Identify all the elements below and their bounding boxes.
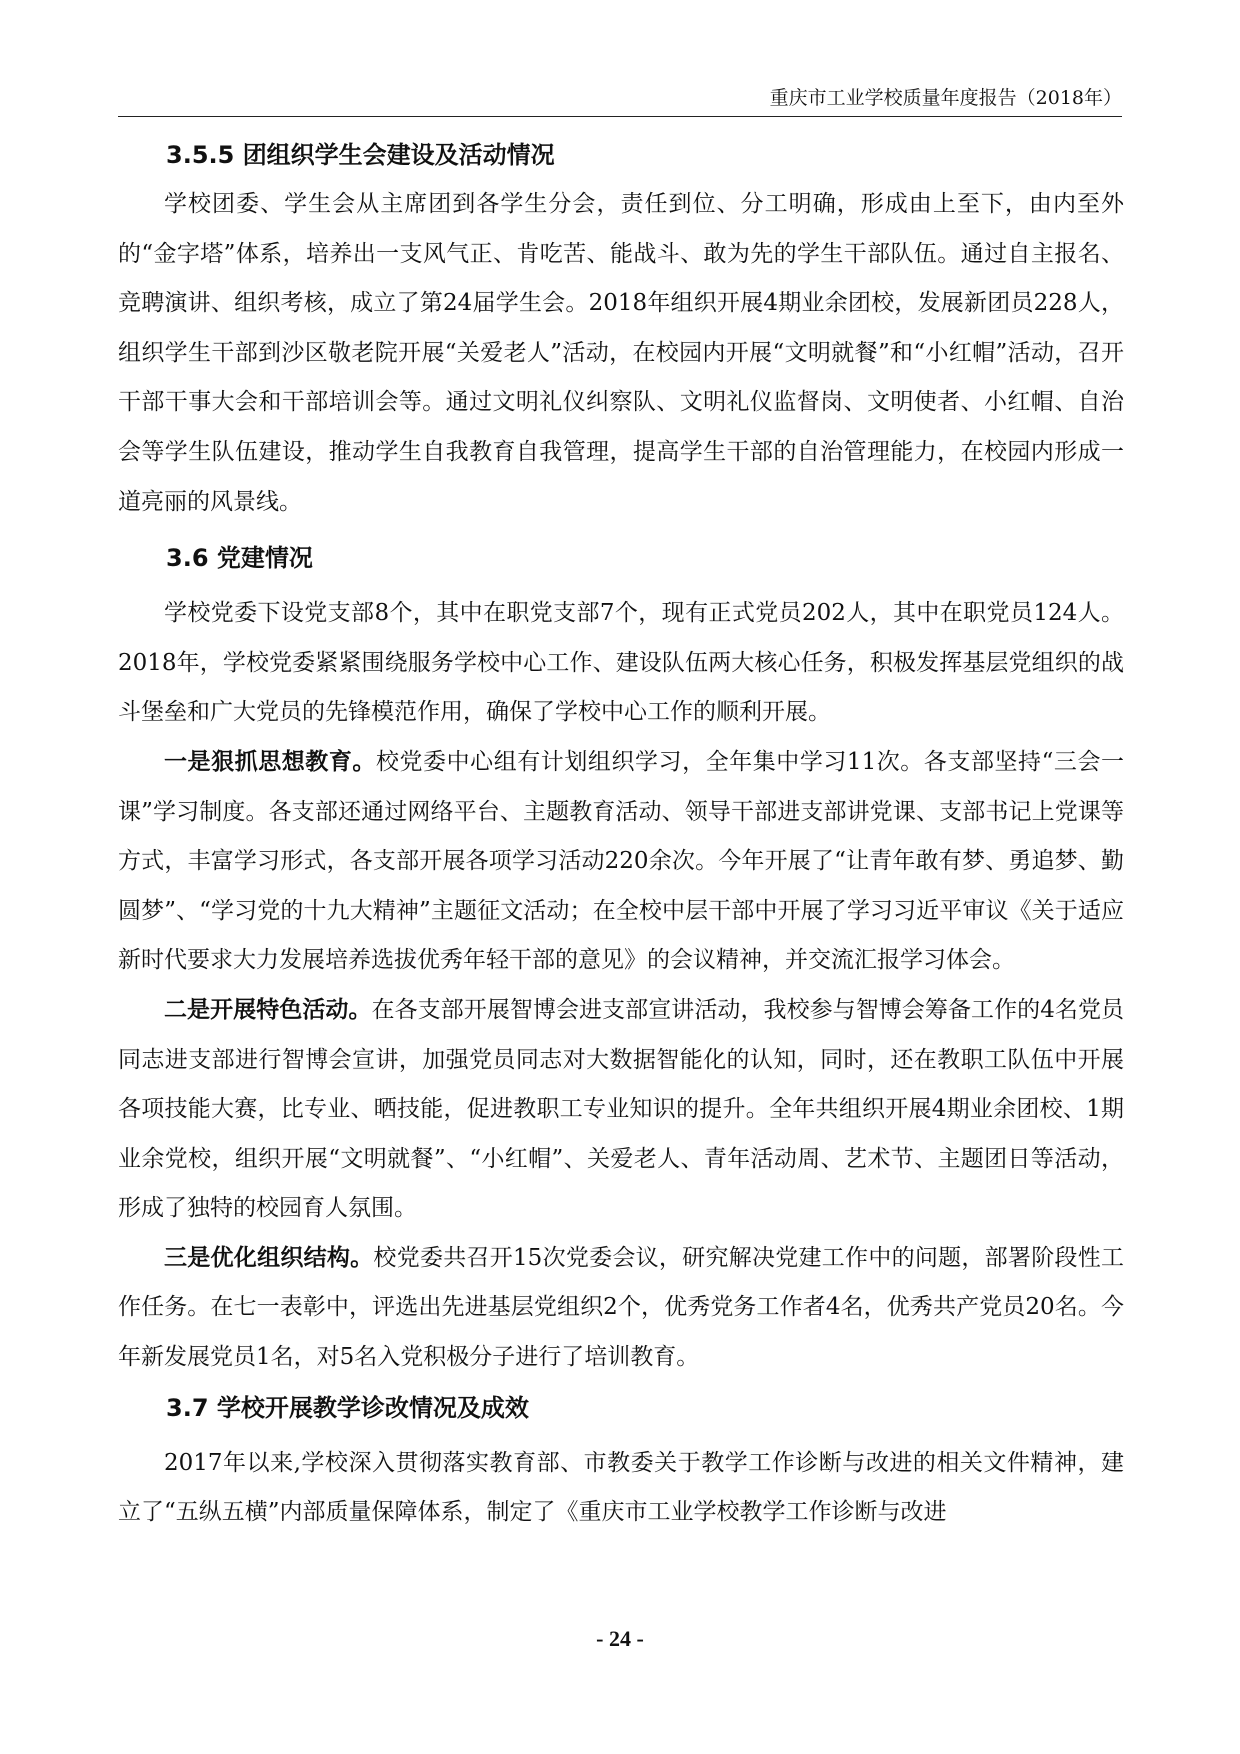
paragraph: 学校团委、学生会从主席团到各学生分会，责任到位、分工明确，形成由上至下，由内至外的“金字塔”体系，培养出一支风气正、肯吃苦、能战斗、敢为先的学生干部队伍。通过自主报名、竞聘演讲、组织考核，成立了第24届学生会。2018年组织开展4期业余团校，发展新团员228人，组织学生干部到沙区敬老院开展“关爱老人”活动，在校园内开展“文明就餐”和“小红帽”活动，召开干部干事大会和干部培训会等。通过文明礼仪纠察队、文明礼仪监督岗、文明使者、小红帽、自治会等学生队伍建设，推动学生自我教育自我管理，提高学生干部的自治管理能力，在校园内形成一道亮丽的风景线。 xyxy=(118,191,1124,515)
paragraph xyxy=(118,986,1124,1234)
paragraph-lead: 二是开展特色活动。 xyxy=(164,996,372,1023)
page-number: - 24 - xyxy=(596,1626,644,1651)
section-heading-3-6: 3.6 党建情况 xyxy=(166,544,313,573)
header-title: 重庆市工业学校质量年度报告（2018年） xyxy=(769,87,1122,109)
section-heading-3-7: 3.7 学校开展教学诊改情况及成效 xyxy=(166,1393,529,1422)
paragraph xyxy=(118,1234,1124,1383)
paragraph-lead: 一是狠抓思想教育。 xyxy=(164,748,376,775)
paragraph xyxy=(118,738,1124,986)
paragraph-body: 校党委共召开15次党委会议，研究解决党建工作中的问题，部署阶段性工作任务。在七一表彰中，评选出先进基层党组织2个，优秀党务工作者4名，优秀共产党员20名。今年新发展党员1名，对5名入党积极分子进行了培训教育。 xyxy=(118,1244,1124,1371)
paragraph-body: 校党委中心组有计划组织学习，全年集中学习11次。各支部坚持“三会一课”学习制度。各支部还通过网络平台、主题教育活动、领导干部进支部讲党课、支部书记上党课等方式，丰富学习形式，各支部开展各项学习活动220余次。今年开展了“让青年敢有梦、勇追梦、勤圆梦”、“学习党的十九大精神”主题征文活动；在全校中层干部中开展了学习习近平审议《关于适应新时代要求大力发展培养选拔优秀年轻干部的意见》的会议精神，并交流汇报学习体会。 xyxy=(118,748,1125,974)
section-heading-3-5-5: 3.5.5 团组织学生会建设及活动情况 xyxy=(166,141,555,169)
paragraph-lead: 三是优化组织结构。 xyxy=(164,1244,374,1271)
paragraph-body: 在各支部开展智博会进支部宣讲活动，我校参与智博会筹备工作的4名党员同志进支部进行智博会宣讲，加强党员同志对大数据智能化的认知，同时，还在教职工队伍中开展各项技能大赛，比专业、晒技能，促进教职工专业知识的提升。全年共组织开展4期业余团校、1期业余党校，组织开展“文明就餐”、“小红帽”、关爱老人、青年活动周、艺术节、主题团日等活动，形成了独特的校园育人氛围。 xyxy=(118,996,1125,1222)
document-body xyxy=(118,130,1124,1538)
paragraph: 2017年以来,学校深入贯彻落实教育部、市教委关于教学工作诊断与改进的相关文件精神，建立了“五纵五横”内部质量保障体系，制定了《重庆市工业学校教学工作诊断与改进 xyxy=(118,1449,1124,1526)
paragraph: 学校党委下设党支部8个，其中在职党支部7个，现有正式党员202人，其中在职党员124人。2018年，学校党委紧紧围绕服务学校中心工作、建设队伍两大核心任务，积极发挥基层党组织的战斗堡垒和广大党员的先锋模范作用，确保了学校中心工作的顺利开展。 xyxy=(118,600,1124,726)
page-header xyxy=(118,84,1122,117)
